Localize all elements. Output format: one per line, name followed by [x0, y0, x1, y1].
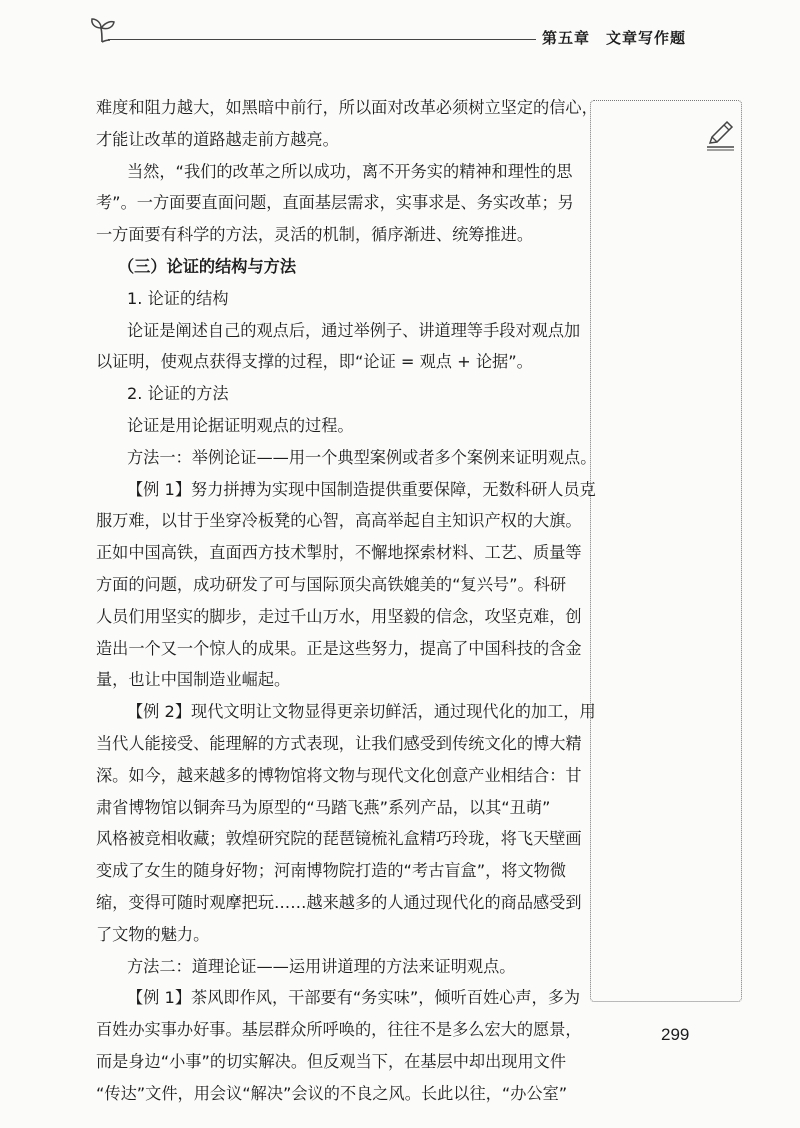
- text-line: 缩，变得可随时观摩把玩……越来越多的人通过现代化的商品感受到: [96, 892, 582, 912]
- text-line: 方法一：举例论证——用一个典型案例或者多个案例来证明观点。: [127, 447, 597, 467]
- section-heading: （三）论证的结构与方法: [118, 256, 297, 276]
- text-line: 一方面要有科学的方法，灵活的机制，循序渐进、统筹推进。: [96, 225, 534, 245]
- text-line: 肃省博物馆以铜奔马为原型的“马踏飞燕”系列产品，以其“丑萌”: [96, 797, 551, 817]
- text-line: 变成了女生的随身好物；河南博物院打造的“考古盲盒”，将文物微: [96, 861, 567, 881]
- text-line: 难度和阻力越大，如黑暗中前行，所以面对改革必须树立坚定的信心，: [96, 98, 598, 117]
- text-line: 人员们用坚实的脚步，走过千山万水，用坚毅的信念，攻坚克难，创: [96, 606, 582, 626]
- text-line: 造出一个又一个惊人的成果。正是这些努力，提高了中国科技的含金: [96, 638, 582, 658]
- notes-area: [590, 100, 742, 1002]
- header-rule: [108, 39, 536, 40]
- text-line: 当然，“我们的改革之所以成功，离不开务实的精神和理性的思: [127, 161, 573, 181]
- text-line: 考”。一方面要直面问题，直面基层需求，实事求是、务实改革；另: [96, 193, 574, 213]
- pencil-note-icon: [703, 118, 737, 152]
- text-line: 而是身边“小事”的切实解决。但反观当下，在基层中却出现用文件: [96, 1051, 567, 1071]
- text-line: “传达”文件，用会议“解决”会议的不良之风。长此以往，“办公室”: [96, 1083, 568, 1103]
- text-line: 深。如今，越来越多的博物馆将文物与现代文化创意产业相结合：甘: [96, 765, 582, 785]
- text-line: 论证是用论据证明观点的过程。: [127, 415, 354, 435]
- page-number: 299: [661, 1025, 690, 1044]
- text-line: 【例 2】现代文明让文物显得更亲切鲜活，通过现代化的加工，用: [127, 702, 596, 722]
- text-line: 论证是阐述自己的观点后，通过举例子、讲道理等手段对观点加: [127, 320, 581, 340]
- text-line: 了文物的魅力。: [96, 924, 210, 944]
- text-line: 1. 论证的结构: [127, 288, 229, 308]
- text-line: 2. 论证的方法: [127, 384, 229, 404]
- text-line: 当代人能接受、能理解的方式表现，让我们感受到传统文化的博大精: [96, 733, 582, 753]
- text-line: 方面的问题，成功研发了可与国际顶尖高铁媲美的“复兴号”。科研: [96, 574, 567, 594]
- text-line: 才能让改革的道路越走前方越亮。: [96, 129, 339, 149]
- text-line: 服万难，以甘于坐穿冷板凳的心智，高高举起自主知识产权的大旗。: [96, 511, 582, 531]
- text-line: 百姓办实事办好事。基层群众所呼唤的，往往不是多么宏大的愿景，: [96, 1020, 582, 1040]
- text-line: 【例 1】茶风即作风，干部要有“务实味”，倾听百姓心声，多为: [127, 988, 581, 1008]
- chapter-title: 第五章 文章写作题: [542, 29, 687, 47]
- text-line: 【例 1】努力拼搏为实现中国制造提供重要保障，无数科研人员克: [127, 479, 596, 499]
- text-line: 正如中国高铁，直面西方技术掣肘，不懈地探索材料、工艺、质量等: [96, 543, 582, 563]
- text-line: 风格被竞相收藏；敦煌研究院的琵琶镜梳礼盒精巧玲珑，将飞天壁画: [96, 829, 582, 849]
- page-body: [96, 92, 598, 1110]
- text-line: 以证明，使观点获得支撑的过程，即“论证 = 观点 + 论据”。: [96, 352, 533, 372]
- text-line: 方法二：道理论证——运用讲道理的方法来证明观点。: [127, 956, 516, 976]
- text-line: 量，也让中国制造业崛起。: [96, 670, 291, 690]
